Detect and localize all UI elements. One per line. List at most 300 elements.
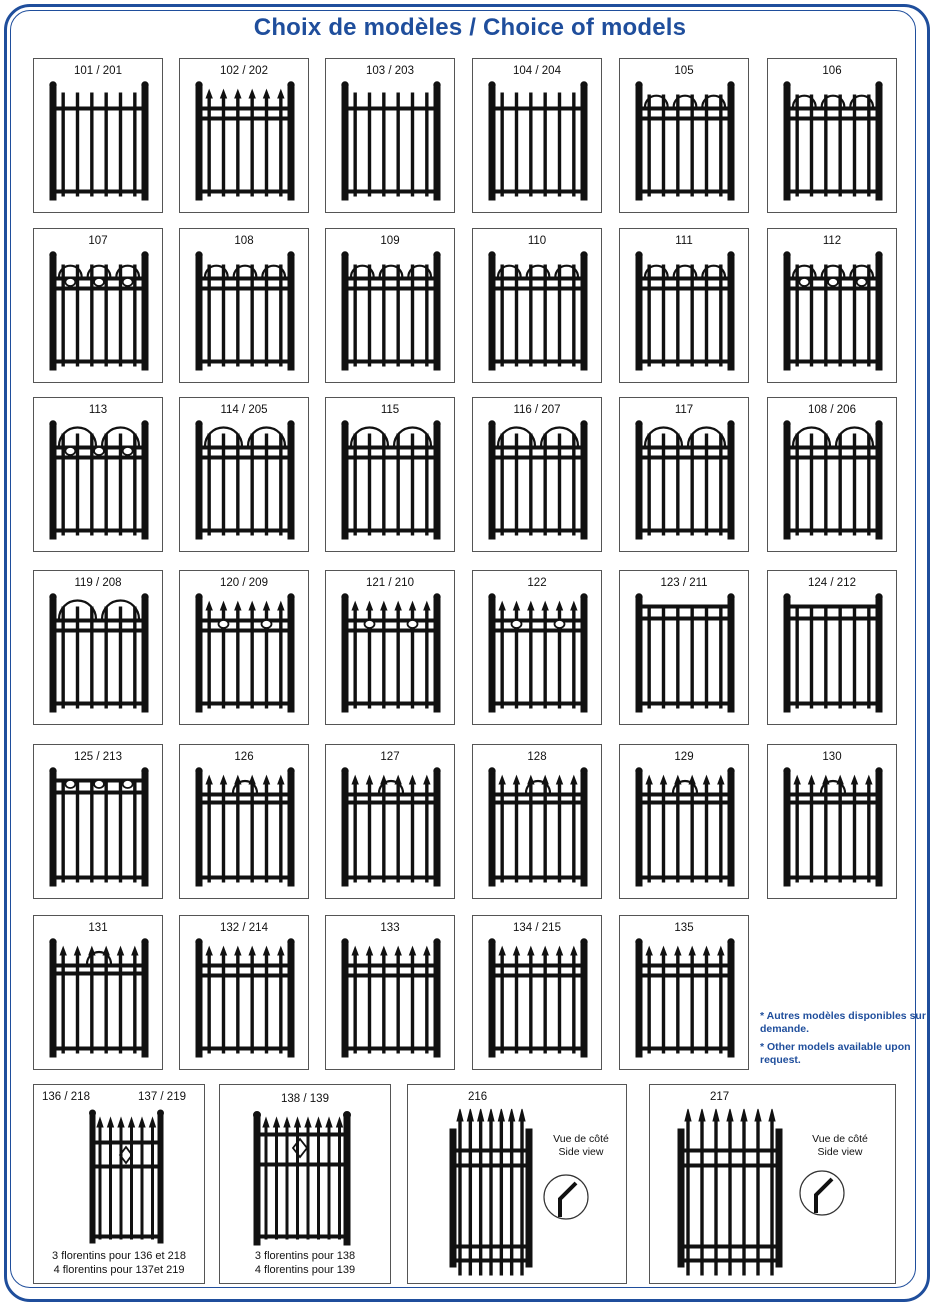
post [636,599,642,712]
rail [348,801,434,804]
model-label: 124 / 212 [808,577,856,589]
rail [348,446,434,449]
post-cap [434,421,440,427]
model-card[interactable] [472,58,602,213]
picket [222,434,224,535]
model-label: 104 / 204 [513,65,561,77]
picket [825,605,827,708]
spear-tip [410,947,416,955]
rail [202,277,288,280]
spear-tip [499,602,505,610]
post-cap [196,594,202,600]
spear-tip [809,776,815,784]
spear-tip [528,947,534,955]
picket [265,95,267,196]
post-cap [636,82,642,88]
picket [853,265,855,366]
post [876,257,882,370]
model-label: 130 [822,751,842,763]
picket [383,434,385,535]
model-card[interactable] [325,744,455,899]
model-label: 113 [88,404,108,416]
picket [222,952,224,1053]
post [288,257,294,370]
model-card[interactable] [179,397,309,552]
fence-shape [196,421,294,539]
picket [839,95,841,196]
model-card[interactable] [33,58,163,213]
picket [530,434,532,535]
side-view-label-fr: Vue de côté [812,1133,868,1145]
ring [555,620,565,628]
picket [134,93,136,196]
post-cap [196,939,202,945]
post-cap [50,768,56,774]
rail [642,529,728,532]
picket [208,952,210,1053]
picket [280,952,282,1053]
post-cap [342,939,348,945]
bent-picket [816,1179,832,1213]
fence-drawing [768,745,898,900]
rail [260,1235,344,1238]
post [254,1117,260,1245]
spear-tip [206,776,212,784]
rail [642,107,728,110]
picket [515,265,517,366]
spear-tip [727,1109,733,1121]
model-card[interactable] [33,744,163,899]
model-card[interactable] [179,915,309,1070]
post [489,257,495,370]
post [342,599,348,712]
ring [365,620,375,628]
post-cap [489,594,495,600]
spear-tip [519,1109,525,1121]
rail [642,801,728,804]
picket [265,265,267,366]
rail [56,1047,142,1050]
model-card[interactable] [619,744,749,899]
model-card[interactable] [325,228,455,383]
side-view-label-en: Side view [558,1146,604,1158]
rail [56,791,142,794]
post-cap [158,1110,164,1116]
rail [790,702,876,705]
picket [459,1117,461,1275]
picket [662,952,664,1053]
model-card[interactable] [179,570,309,725]
rail [56,629,142,632]
spear-tip [352,602,358,610]
model-card-217[interactable] [649,1084,896,1284]
picket [119,607,121,708]
spear-tip [129,1118,135,1127]
picket [662,265,664,366]
spear-tip [509,1109,515,1121]
model-card[interactable] [767,570,897,725]
notes [760,1010,930,1072]
picket [276,1123,278,1239]
post [876,87,882,200]
picket [280,95,282,196]
picket [62,434,64,535]
picket [677,605,679,708]
spear-tip [410,602,416,610]
post-cap [728,594,734,600]
post-cap [581,252,587,258]
rail [202,360,288,363]
rail [56,964,142,967]
spear-tip [478,1109,484,1121]
fence-drawing [768,59,898,214]
fence-shape [342,768,440,886]
fence-drawing [34,398,164,553]
model-card[interactable] [472,744,602,899]
post-cap [342,594,348,600]
picket [208,781,210,882]
ring [65,278,75,286]
fence-drawing [768,398,898,553]
detail-circle [544,1175,588,1219]
picket [426,952,428,1053]
picket [501,781,503,882]
ring [262,620,272,628]
post-cap [288,594,294,600]
model-card[interactable] [325,58,455,213]
rail [642,793,728,796]
spear-tip [675,947,681,955]
picket [743,1117,745,1275]
picket [307,1123,309,1239]
caption-line-1: 3 florentins pour 138 [254,1250,356,1262]
spear-tip [794,776,800,784]
post-cap [288,252,294,258]
model-card[interactable] [619,915,749,1070]
picket [853,781,855,882]
picket [354,952,356,1053]
model-card[interactable] [33,228,163,383]
spear-tip [718,947,724,955]
picket [62,952,64,1053]
model-card[interactable] [619,570,749,725]
fence-drawing [34,571,164,726]
post [876,773,882,886]
post-cap [344,1112,351,1119]
fence-drawing [768,229,898,384]
post-cap [434,82,440,88]
rail [495,702,581,705]
rail [790,801,876,804]
picket [76,952,78,1053]
picket [558,952,560,1053]
model-label: 116 / 207 [513,404,561,416]
rail [495,277,581,280]
fence-drawing [768,571,898,726]
rail [348,1047,434,1050]
picket [120,1123,122,1239]
model-card[interactable] [472,570,602,725]
model-card[interactable] [33,397,163,552]
rail [642,190,728,193]
picket [397,781,399,882]
model-card[interactable] [325,397,455,552]
picket [825,434,827,535]
rail [202,1047,288,1050]
model-label: 129 [674,751,694,763]
spear-tip [264,947,270,955]
spear-tip [221,602,227,610]
model-card[interactable] [472,228,602,383]
fence-drawing [620,745,750,900]
caption-line-2: 4 florentins pour 137et 219 [53,1264,185,1276]
model-card-138-139[interactable] [219,1084,391,1284]
picket [662,95,664,196]
model-card[interactable] [619,228,749,383]
rail [642,605,728,608]
rail [202,702,288,705]
picket [397,952,399,1053]
post [142,773,148,886]
post [581,599,587,712]
fence-drawing [180,916,310,1071]
rail [642,702,728,705]
picket [515,952,517,1053]
post [581,773,587,886]
post-cap [288,82,294,88]
rail [348,793,434,796]
spear-tip [755,1109,761,1121]
picket [134,779,136,882]
fence-drawing [408,1085,628,1285]
rail [56,287,142,290]
picket [515,781,517,882]
picket [368,952,370,1053]
picket [530,265,532,366]
model-card[interactable] [179,744,309,899]
post [489,773,495,886]
post [50,87,56,200]
post [784,599,790,712]
model-label: 109 [380,235,400,247]
rail [495,619,581,622]
rail [790,107,876,110]
fence-shape [50,768,148,886]
post-cap [636,252,642,258]
post-cap [728,421,734,427]
rail [642,974,728,977]
picket [868,434,870,535]
post [636,426,642,539]
spear-tip [352,776,358,784]
picket [411,952,413,1053]
picket [705,95,707,196]
picket [810,605,812,708]
model-card[interactable] [179,228,309,383]
picket [76,93,78,196]
post [784,773,790,886]
post-cap [876,421,882,427]
picket [280,265,282,366]
rail [348,190,434,193]
model-card[interactable] [767,397,897,552]
fence-shape [636,939,734,1057]
picket [237,607,239,708]
spear-tip [424,776,430,784]
picket [286,1123,288,1239]
model-label: 108 / 206 [808,404,856,416]
picket [687,1117,689,1275]
fence-drawing [180,59,310,214]
picket [318,1123,320,1239]
post-cap [581,768,587,774]
picket [501,607,503,708]
spear-tip [852,776,858,784]
model-card[interactable] [325,915,455,1070]
picket [354,781,356,882]
spear-tip [557,947,563,955]
post-cap [342,421,348,427]
model-card-136-137[interactable] [33,1084,205,1284]
picket [705,952,707,1053]
post [342,426,348,539]
model-card[interactable] [767,228,897,383]
model-card[interactable] [33,570,163,725]
rail [95,1165,158,1168]
spear-tip [367,776,373,784]
fence-drawing [473,59,603,214]
picket [515,93,517,196]
model-card-216[interactable] [407,1084,627,1284]
picket [251,95,253,196]
picket [544,434,546,535]
rail [56,529,142,532]
fence-shape [489,252,587,370]
spear-tip [221,90,227,98]
note-fr: * Autres modèles disponibles sur demande. [760,1010,926,1035]
rail [348,974,434,977]
picket [825,95,827,196]
post-cap [142,594,148,600]
spear-tip [249,90,255,98]
spear-tip [571,602,577,610]
picket [105,93,107,196]
fence-shape [489,421,587,539]
fence-shape [50,252,148,370]
ring [857,278,867,286]
post-cap [50,594,56,600]
spear-tip [274,1118,280,1127]
picket [853,434,855,535]
spear-tip [395,947,401,955]
model-card[interactable] [472,397,602,552]
fence-drawing [326,916,456,1071]
spear-tip [221,776,227,784]
fence-shape [636,421,734,539]
model-label: 122 [527,577,547,589]
rail [495,974,581,977]
model-label: 126 [234,751,254,763]
spear-tip [284,1118,290,1127]
picket [397,607,399,708]
post [288,426,294,539]
picket [76,265,78,366]
post-cap [342,252,348,258]
post-cap [636,768,642,774]
fence-drawing [473,571,603,726]
picket [426,781,428,882]
picket [119,434,121,535]
picket [208,95,210,196]
rail [56,456,142,459]
rail [56,619,142,622]
picket [105,607,107,708]
spear-tip [488,1109,494,1121]
picket [796,95,798,196]
picket [383,607,385,708]
picket [810,434,812,535]
spear-tip [571,947,577,955]
model-label: 216 [468,1091,488,1103]
picket [251,265,253,366]
model-label: 133 [380,922,400,934]
post [342,87,348,200]
picket [839,781,841,882]
fence-shape [489,768,587,886]
rail [495,107,581,110]
spear-tip [381,947,387,955]
post [50,944,56,1057]
post [434,257,440,370]
model-card[interactable] [619,397,749,552]
spear-tip [97,1118,103,1127]
model-card[interactable] [325,570,455,725]
post-cap [142,82,148,88]
fence-shape [636,82,734,200]
picket [354,434,356,535]
picket [62,93,64,196]
rail [260,1163,344,1166]
rail [790,287,876,290]
post-cap [50,252,56,258]
model-card[interactable] [33,915,163,1070]
model-card[interactable] [767,58,897,213]
post-cap [196,768,202,774]
fence-shape [342,939,440,1057]
fence-shape [784,421,882,539]
picket [796,605,798,708]
model-card[interactable] [619,58,749,213]
picket [354,607,356,708]
spear-tip [367,602,373,610]
model-card[interactable] [179,58,309,213]
rail [202,529,288,532]
model-card[interactable] [767,744,897,899]
spear-tip [424,947,430,955]
spear-tip [60,947,66,955]
picket [729,1117,731,1275]
picket [411,265,413,366]
picket [705,265,707,366]
picket [662,781,664,882]
spear-tip [264,602,270,610]
picket [573,952,575,1053]
picket [131,1123,133,1239]
post-cap [728,82,734,88]
model-card[interactable] [472,915,602,1070]
post [196,599,202,712]
picket [237,265,239,366]
